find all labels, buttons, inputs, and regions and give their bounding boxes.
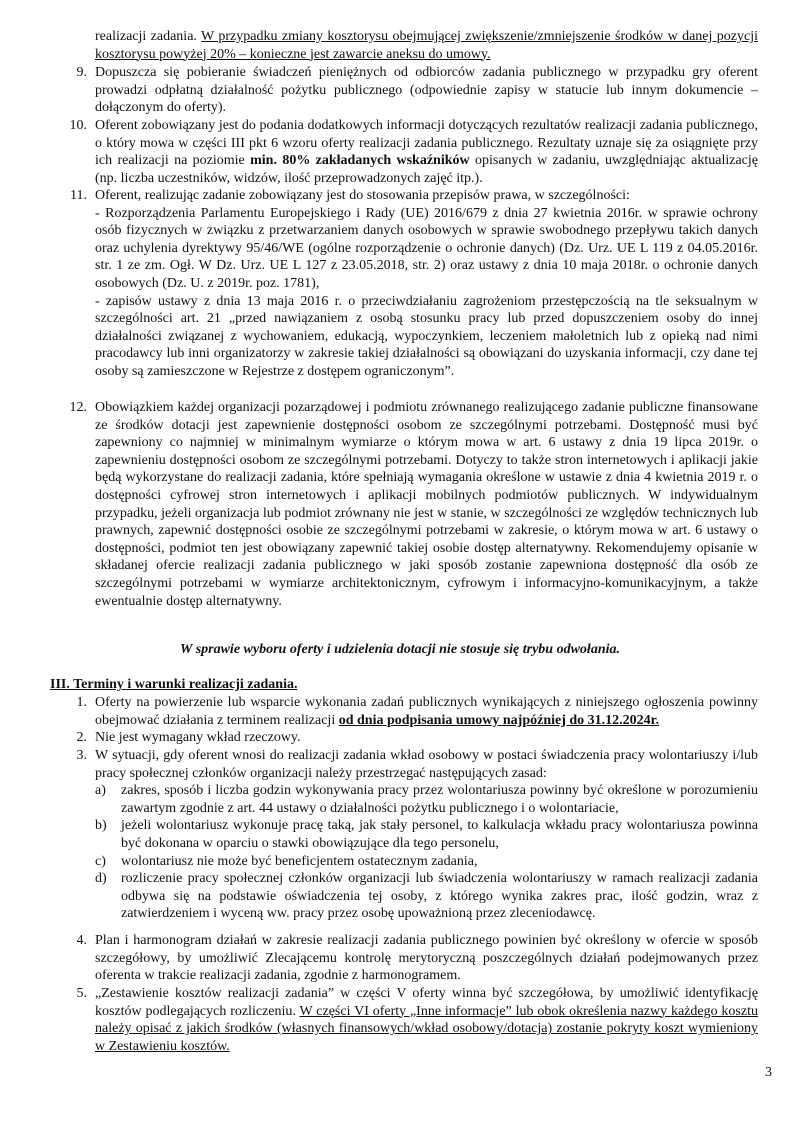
appeal-notice: W sprawie wyboru oferty i udzielenia dotacji nie stosuje się trybu odwołania.: [180, 642, 620, 657]
section-3-item-5-number: 5.: [76, 986, 87, 1001]
sub-item-c: [95, 853, 758, 871]
sub-item-a-text: zakres, sposób i liczba godzin wykonywania pracy przez wolontariusza powinny być określone w porozumieniu zawartym zgodnie z art. 44 ustawy o działalności pożytku publicznego i o wolontariacie,: [121, 783, 758, 816]
section-3-item-2: [0, 729, 800, 747]
section-3-item-2-number: 2.: [76, 730, 87, 745]
item-10-text: Oferent zobowiązany jest do podania dodatkowych informacji dotyczących rezultatów realizacji zadania publicznego, o który mowa w części III pkt 6 wzoru oferty realizacji zadania publicznego. Rezultaty uznaje się za osiągnięte przy ich realizacji na poziomie: [95, 118, 758, 169]
section-3-item-4-text: Plan i harmonogram działań w zakresie realizacji zadania publicznego powinien być określony w ofercie w sposób szczegółowy, by umożliwić Zlecającemu kontrolę merytoryczną poszczególnych działań podejmowanych przez oferenta w trakcie realizacji zadania, zgodnie z harmonogramem.: [95, 933, 758, 984]
item-9-text: Dopuszcza się pobieranie świadczeń pieniężnych od odbiorców zadania publicznego w przypadku gry oferent prowadzi odpłatną działalność pożytku publicznego (odpowiednie zapisy w statucie lub innym dokumencie – dołączonym do oferty).: [95, 65, 758, 116]
item-11-gdpr-text: - Rozporządzenia Parlamentu Europejskiego i Rady (UE) 2016/679 z dnia 27 kwietnia 2016r. w sprawie ochrony osób fizycznych w związku z przetwarzaniem danych osobowych w sprawie swobodnego przepływu takich danych oraz uchylenia dyrektywy 95/46/WE (ogólne rozporządzenie o ochronie danych) (Dz. Urz. UE L 119 z 04.05.2016r. str. 1 ze zm. Ogł. W Dz. Urz. UE L 127 z 23.05.2018, str. 2) oraz ustawy z dnia 10 maja 2018r. o ochronie danych osobowych (Dz. U. z 2019r. poz. 1781),: [95, 205, 758, 291]
section-3-heading: III. Terminy i warunki realizacji zadania.: [50, 677, 298, 692]
sub-item-d-label: d): [95, 871, 107, 887]
sub-item-a: [95, 782, 758, 817]
list-item-9: [0, 64, 800, 117]
sub-item-d-text: rozliczenie pracy społecznej członków organizacji lub świadczenia wolontariuszy w ramach realizacji zadania odbywa się na podstawie oświadczenia tej osoby, z którego wynika zakres prac, ilość godzin, wraz z zatwierdzeniem i wyceną ww. pracy przez osobę upoważnioną przez zleceniodawcę.: [121, 871, 758, 922]
sub-item-c-text: wolontariusz nie może być beneficjentem ostatecznym zadania,: [121, 853, 478, 869]
section-3-item-5-text: „Zestawienie kosztów realizacji zadania” w części V oferty winna być szczegółowa, by umożliwić identyfikację kosztów podlegających rozliczeniu.: [95, 986, 758, 1019]
item-10-text-end: opisanych w zadaniu, uwzględniając aktualizację (np. liczba uczestników, widzów, ilość przeprowadzonych zajęć itp.).: [95, 153, 758, 186]
sub-item-b-text: jeżeli wolontariusz wykonuje pracę taką, jak stały personel, to kalkulacja wkładu pracy wolontariusza powinna być dokonana w oparciu o stawki obowiązujące dla tego personelu,: [121, 818, 758, 851]
section-3-item-3: [0, 747, 800, 923]
page-number: 3: [765, 1065, 772, 1080]
item-8-text: realizacji zadania.: [95, 29, 202, 44]
item-10-bold-text: min. 80% zakładanych wskaźników: [250, 153, 470, 169]
sub-item-a-label: a): [95, 783, 106, 799]
item-12-text: Obowiązkiem każdej organizacji pozarządowej i podmiotu zrównanego realizującego zadanie publiczne finansowane ze środków dotacji jest zapewnienie dostępności osobom ze szczególnymi potrzebami. Dostępność musi być zapewniony co najmniej w minimalnym wymiarze o którym mowa w art. 6 ustawy z dnia 19 lipca 2019r. o zapewnieniu dostępności osobom ze szczególnymi potrzebami. Dotyczy to także stron internetowych i aplikacji jakie będą wykorzystane do realizacji zadania, które spełniają wymagania określone w ustawie z dnia 4 kwietnia 2019 r. o dostępności cyfrowej stron internetowych i aplikacji mobilnych podmiotów publicznych. W indywidualnym przypadku, jeżeli organizacja lub podmiot zrównany nie jest w stanie, w szczególności ze względów technicznych lub prawnych, zapewnić dostępności osobie ze szczególnymi potrzebami w zakresie, o którym mowa w art. 6 ustawy o dostępności, podmiot ten jest obowiązany zapewnić takiej osobie dostęp alternatywny. Rekomendujemy opisanie w składanej ofercie realizacji zadania publicznego w jaki sposób zostanie zapewniona dostępność dla osób ze szczególnymi potrzebami w wymiarze architektonicznym, cyfrowym i informacyjno-komunikacyjnym, a także ewentualnie dostęp alternatywny.: [95, 400, 758, 609]
section-3-item-5: [0, 985, 800, 1055]
section-3-item-1-deadline: od dnia podpisania umowy najpóźniej do 31.12.2024r.: [338, 712, 660, 728]
sub-item-d: [95, 870, 758, 923]
sub-item-b: [95, 817, 758, 852]
item-9-number: 9.: [76, 65, 87, 80]
item-8-continuation: [0, 28, 800, 63]
section-3-item-1-text: Oferty na powierzenie lub wsparcie wykonania zadań publicznych wynikających z niniejszego ogłoszenia powinny obejmować działania z terminem realizacji: [95, 695, 758, 728]
sub-item-b-label: b): [95, 818, 107, 834]
section-3-item-1-number: 1.: [76, 695, 87, 710]
item-11-number: 11.: [70, 188, 87, 203]
item-8-underlined-text: W przypadku zmiany kosztorysu obejmującej zwiększenie/zmniejszenie środków w danej pozycji kosztorysu powyżej 20% – konieczne jest zawarcie aneksu do umowy.: [95, 29, 758, 62]
item-12-number: 12.: [69, 400, 87, 415]
section-3-item-3-number: 3.: [76, 748, 87, 763]
list-item-12: [0, 399, 800, 610]
section-3-item-4-number: 4.: [76, 933, 87, 948]
section-3-item-2-text: Nie jest wymagany wkład rzeczowy.: [95, 730, 301, 745]
item-10-number: 10.: [69, 118, 87, 133]
item-11-text: Oferent, realizując zadanie zobowiązany jest do stosowania przepisów prawa, w szczególności:: [95, 188, 630, 203]
section-3-item-5-underlined-text: W części VI oferty „Inne informacje” lub obok określenia nazwy każdego kosztu należy opisać z jakich środków (własnych finansowych/wkład osobowy/dotacja) zostanie pokryty koszt wymieniony w Zestawieniu kosztów.: [95, 1003, 758, 1054]
list-item-11: [0, 187, 800, 381]
item-11-law-text: - zapisów ustawy z dnia 13 maja 2016 r. o przeciwdziałaniu zagrożeniom przestępczością na tle seksualnym w szczególności art. 21 „przed nawiązaniem z osobą stosunku pracy lub przed dopuszczeniem osoby do innej działalności związanej z wychowaniem, edukacją, wypoczynkiem, leczeniem małoletnich lub z opieką nad nimi pracodawcy lub inni organizatorzy w zakresie takiej działalności są obowiązani do uzyskania informacji, czy dane tej osoby są zamieszczone w Rejestrze z dostępem ograniczonym”.: [95, 293, 758, 379]
sub-item-c-label: c): [95, 853, 106, 869]
section-3-item-4: [0, 932, 800, 985]
section-3-item-3-text: W sytuacji, gdy oferent wnosi do realizacji zadania wkład osobowy w postaci świadczenia pracy wolontariuszy i/lub pracy społecznej członków organizacji należy przestrzegać następujących zasad:: [95, 748, 758, 781]
list-item-10: [0, 117, 800, 187]
section-3-item-1: [0, 694, 800, 729]
